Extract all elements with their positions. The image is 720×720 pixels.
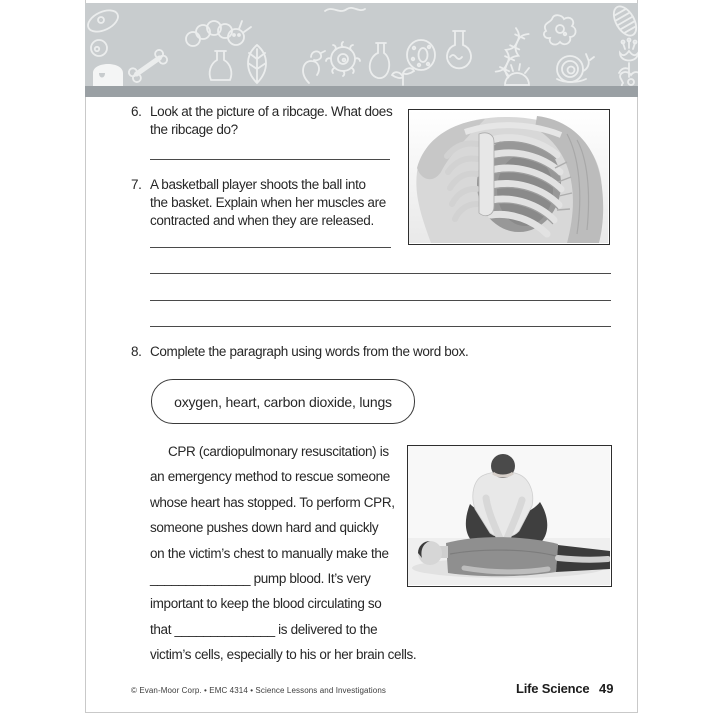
answer-line-q7-2[interactable] (150, 273, 611, 274)
paragraph-line: an emergency method to rescue someone (150, 469, 390, 485)
science-doodles-art (85, 3, 638, 86)
question-7-line1: A basketball player shoots the ball into (150, 177, 366, 192)
footer-page-number: 49 (599, 681, 614, 696)
answer-line-q7-4[interactable] (150, 326, 611, 327)
question-8-number: 8. (131, 344, 142, 359)
paragraph-line-blank-oxygen[interactable]: that ______________ is delivered to the (150, 621, 378, 637)
question-8-text: Complete the paragraph using words from the word box. (150, 344, 469, 359)
question-7-number: 7. (131, 177, 142, 192)
worksheet-page (85, 0, 638, 713)
answer-line-q6[interactable] (150, 159, 390, 160)
question-7-line3: contracted and when they are released. (150, 213, 374, 228)
word-box (151, 379, 415, 424)
word-box-words: oxygen, heart, carbon dioxide, lungs (174, 393, 392, 410)
footer-section-label: Life Science (516, 681, 590, 696)
ribcage-image (408, 109, 610, 245)
answer-line-q7-1[interactable] (150, 247, 391, 248)
cpr-image (407, 445, 612, 587)
paragraph-line: CPR (cardiopulmonary resuscitation) is (168, 444, 389, 459)
paragraph-line: whose heart has stopped. To perform CPR, (150, 494, 395, 510)
paragraph-line: on the victim’s chest to manually make the (150, 545, 389, 561)
paragraph-line-blank-heart[interactable]: ______________ pump blood. It’s very (150, 571, 371, 587)
paragraph-line: someone pushes down hard and quickly (150, 520, 379, 536)
answer-line-q7-3[interactable] (150, 300, 611, 301)
science-doodles-banner (85, 3, 638, 86)
question-6-number: 6. (131, 104, 142, 119)
footer-copyright: © Evan-Moor Corp. • EMC 4314 • Science Lessons and Investigations (131, 686, 387, 695)
question-7-line2: the basket. Explain when her muscles are (150, 195, 386, 210)
question-7 (131, 176, 386, 230)
question-6-line1: Look at the picture of a ribcage. What does (150, 104, 393, 119)
question-6 (131, 103, 392, 139)
banner-shadow-strip (85, 86, 638, 97)
question-8 (131, 343, 468, 361)
paragraph-line: important to keep the blood circulating so (150, 596, 382, 612)
question-6-line2: the ribcage do? (150, 122, 238, 137)
paragraph-line: victim’s cells, especially to his or her brain cells. (150, 647, 417, 663)
mushroom-doodle (93, 64, 123, 86)
